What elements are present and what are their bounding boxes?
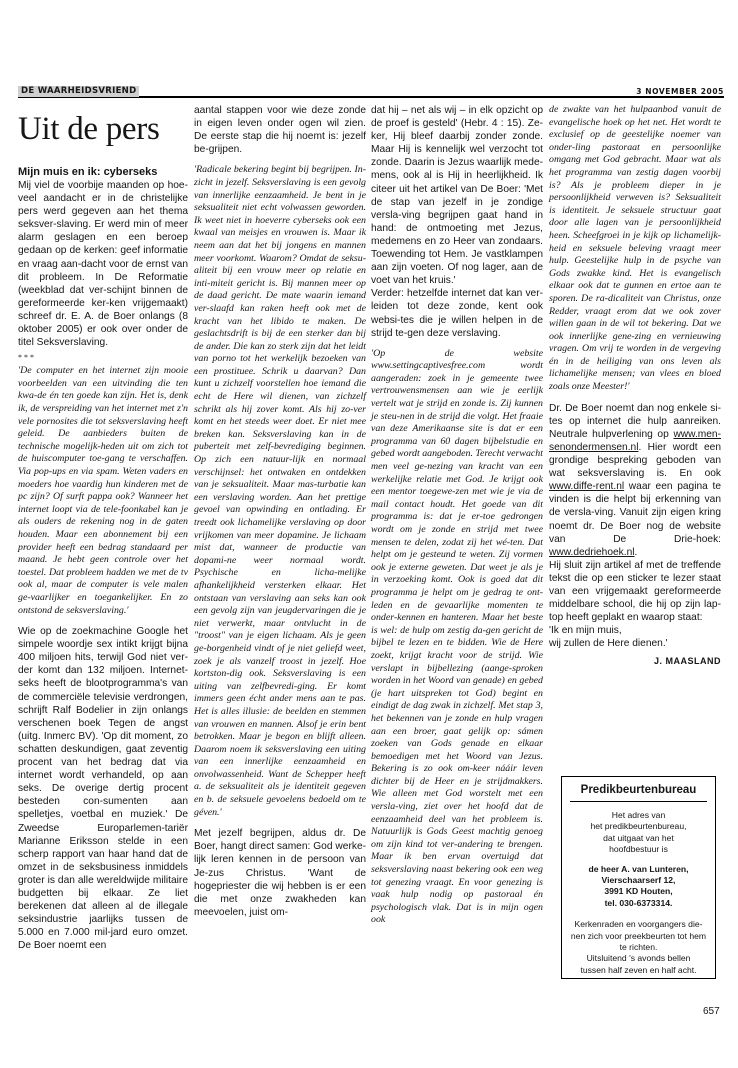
paragraph-google: Wie op de zoekmachine Google het simpele woordje sex intikt krijgt bijna 400 miljoen hits, terwijl God niet ver-der komt dan 132 miljoen. Internet-seks heeft de blootprogramma's van de commerciële televisie verdrongen, schrijft Ralf Bodelier in zijn onlangs verschenen boek Tegen de angst (uitg. Inmerc BV). 'Op dit moment, zo schatten deskundigen, gaat zeventig procent van het bedrag dat via internet wordt verhandeld, op aan seks. De overige dertig procent besteden con-sumenten aan spelletjes, voetbal en muziek.' De Zweedse Europarlemen-tariër Marianne Eriksson stelde in een scherp rapport van haar hand dat de omzet in de seksbusiness inmiddels groter is dan alle wereldwijde militaire budgetten bij elkaar. Ze liet berekenen dat alleen al de illegale seksindustrie jaarlijks tussen de 5.000 en 7.000 mil-jard euro omzet. De Boer noemt een	[18, 626, 188, 952]
link-different[interactable]: www.diffe-rent.nl	[549, 481, 625, 493]
predikbeurten-box	[561, 776, 716, 979]
author-signature: J. MAASLAND	[653, 656, 721, 667]
paragraph-steps: aantal stappen voor wie deze zonde in eigen leven onder ogen wil zien. De eerste stap die hij noemt is: jezelf be-grijpen.	[194, 105, 366, 156]
page-number: 657	[703, 1006, 720, 1017]
box-note-line: Kerkenraden en voorgangers die-	[574, 919, 703, 930]
box-line: dat uitgaat van het	[603, 832, 674, 843]
link-dedriehoek[interactable]: www.dedriehoek.nl	[549, 546, 635, 558]
box-address-line: de heer A. van Lunteren,	[588, 863, 689, 874]
quote-computer-internet: 'De computer en het internet zijn mooie voorbeelden van een uitvinding die ten kwa-de én ten goede kan zijn. Het is, denk ik, de verspreiding van het internet met z'n vele pornosites die tot seksverslaving heeft geleid. De aanbieders buiten de technische mogelijk-heden uit om zich tot de huiscomputer toe-gang te verschaffen. Via pop-ups en via spam. Weten vaders en moeders hoe vaardig hun kinderen met de pc zijn? Of surft pappa ook? Wanneer het internet loopt via de tele-foonkabel kan je als ouders de rekening nog in de gaten houden. Maar een abonnement bij een provider heeft een bedrag standaard per maand. Je hebt geen controle over het toestel. Dat probleem hadden we met de tv ook al, maar de computer is vele malen ge-vaarlijker en toegankelijker. En zo ontstond de seksverslaving.'	[18, 365, 188, 616]
quote-radicale-bekering: 'Radicale bekering begint bij begrijpen. In-zicht in jezelf. Seksverslaving is een gevolg van innerlijke eenzaamheid. Je bent in je seksualiteit niet echt volwassen geworden. Ik weet niet in hoeverre cyberseks ook een kwaal van meisjes en vrouwen is. Maar ik neem aan dat het bij jongens en mannen meer voorkomt. Waarom? Omdat de seksu-aliteit bij een vrouw meer op relatie en inti-miteit gericht is. Bij mannen meer op de daad gericht. De mate waarin iemand ver-slaafd kan raken heeft ook met de kracht van het libido te maken. De geslachtsdrift is bij de een sterker dan bij de ander. Die kan zo sterk zijn dat het leidt van porno tot het werkelijk bezoeken van een prostituee. Schrik u daarvan? Dan kunt u zichzelf voorstellen hoe iemand die echt de Here wil dienen, van zichzelf schrikt als hij zover komt. Als hij zo-ver komt en het steeds weer doet. Er niet mee breken kan. Seksverslaving kan in de puberteit met zelf-bevrediging beginnen. Op zich een natuur-lijk en normaal verschijnsel: het ontwaken en ontdekken van je seksualiteit. Maar mas-turbatie kan een verslaving worden. Aan het prettige gevoel van opwinding en ontlading. Er treedt ook lichamelijke verslaving op door vrijkomen van meer dopamine. Je lichaam mist dat, wanneer de productie van dopami-ne weer normaal wordt. Psychische en licha-melijke afhankelijkheid versterken elkaar. Het ontstaan van verslaving aan seks kan ook een gevolg zijn van jeugdervaringen die je niet verwerkt, maar ontvlucht in de "troost" van je eigen lichaam. Als je geen ge-borgenheid vindt of je niet geliefd weet, zoek je als vanzelf troost in jezelf. Hoe kortston-dig ook. Seksverslaving is een uiting van zelfbevredi-ging. Er komt immers geen écht ander mens aan te pas. Het is alles illusie: de beelden en stemmen van vrouwen en mannen. Alsof je erin bent betrokken. Maar je begon en blijft alleen. Daarom noem ik seksverslaving een uiting van een innerlijke eenzaamheid en onvolwassenheid. Want de Schepper heeft a. de seksualiteit als je identiteit gegeven en b. de seksuele gevoelens bedoeld om te géven.'	[194, 164, 366, 818]
sticker-quote-line-2: wij zullen de Here dienen.'	[549, 638, 668, 650]
quote-hulpaanbod: de zwakte van het hulpaanbod vanuit de evangelische hoek op het net. Het wordt te exclusief op de geestelijke noemer van onder-ling pastoraat en persoonlijke omgang met God gebracht. Maar wat als het programma van zestig dagen voorbij is? Als je probleem dieper in je persoonlijkheid verweven is? Seksualiteit is identiteit. Je seksuele structuur gaat door alle lagen van je persoonlijkheid heen. Scheefgroei in je kijk op lichamelijk-heid en seksuele beleving vraagt meer hulp. Geestelijke hulp in de psyche van Gods zwakke kind. Het is evangelisch elkaar ook dat te gunnen en ertoe aan te sporen. De ra-dicaliteit van Christus, onze Redder, vraagt erom dat we ook zover willen gaan in de wil tot bekering. Dat we ook innerlijke gene-zing en vernieuwing vragen. Om vrij te worden in de vergeving én in de heiliging van ons leven als lichamelijke mensen; van vlees en bloed zoals onze Meester!'	[549, 104, 721, 393]
sticker-quote-line-1: 'Ik en mijn muis,	[549, 625, 622, 637]
box-note-line: te richten.	[619, 942, 658, 953]
paragraph-websites: Verder: hetzelfde internet dat kan ver-leiden tot deze zonde, kent ook websi-tes die je willen helpen in de strijd te-gen deze verslaving.	[371, 288, 543, 339]
paragraph-sites: Dr. De Boer noemt dan nog enkele si-tes op internet die hulp aanreiken. Neutrale hulpverlening op www.men-senondermensen.nl. Hier wordt een grondige bespreking geboden van wat seksverslaving is. En ook www.diffe-rent.nl waar een pagina te vinden is die helpt bij erkenning van de versla-ving. Vanuit zijn eigen kring noemt dr. De Boer nog de website van De Drie-hoek: www.dedriehoek.nl.	[549, 402, 721, 558]
box-title: Predikbeurtenbureau	[570, 784, 707, 802]
box-note-line: Uitsluitend 's avonds bellen	[586, 953, 691, 964]
column-2	[194, 104, 366, 919]
box-address-line: Vierschaarserf 12,	[601, 875, 676, 886]
box-line: hoofdbestuur is	[609, 844, 668, 855]
box-address-line: 3991 KD Houten,	[604, 886, 673, 897]
paragraph-sticker: Hij sluit zijn artikel af met de treffende tekst die op een sticker te lezer staat van een vrijgemaakt gereformeerde middelbare school, die hij op zijn lap-top heeft geplakt en waarop staat:	[549, 559, 721, 624]
publication-name: DE WAARHEIDSVRIEND	[18, 86, 139, 97]
box-line: Het adres van	[611, 810, 666, 820]
box-line: het predikbeurtenbureau,	[590, 821, 687, 832]
intro-paragraph: Mij viel de voorbije maanden op hoe-veel aandacht er in de christelijke pers werd gegeven aan het thema seksver-slaving. Er werd min of meer alarm geslagen en een beroep gedaan op de kerken: geef informatie en vraag aan-dacht voor de ernst van dit probleem. In De Reformatie (weekblad dat ver-schijnt binnen de gereformeerde ker-ken vrijgemaakt) schreef dr. E. A. de Boer onlangs (8 oktober 2005) er ook over onder de titel Seksverslaving.	[18, 180, 188, 349]
column-4	[549, 104, 721, 666]
column-1	[18, 104, 188, 952]
box-note-line: tussen half zeven en half acht.	[580, 964, 697, 975]
issue-date: 3 NOVEMBER 2005	[636, 87, 724, 96]
paragraph-hebreeen: dat hij – net als wij – in elk opzicht op de proef is gesteld' (Hebr. 4 : 15). Ze-ker, Hij bleef daarbij zonder zonde. Maar Hij is kennelijk wel verzocht tot zonde. Daarin is Jezus waarlijk mede-mens, ook al is Hij in heerlijkheid. Ik citeer uit het artikel van De Boer: 'Met de stap van jezelf in je zondige versla-ving begrijpen gaat hand in hand: de ontmoeting met Jezus, medemens en zo Heer van zondaars. Toewending tot Hem. Je vastklampen aan zijn voeten. Of nog lager, aan de voet van het kruis.'	[371, 105, 543, 287]
paragraph-jezelf-begrijpen: Met jezelf begrijpen, aldus dr. De Boer, hangt direct samen: God werke-lijk leren kennen in de persoon van Je-zus Christus. 'Want de hogepriester die wij hebben is er een die met onze zwakheden kan meevoelen, juist om-	[194, 828, 366, 918]
running-header	[18, 86, 724, 98]
article-heading: Mijn muis en ik: cyberseks	[18, 166, 158, 178]
article-title: Uit de pers	[18, 111, 160, 147]
link-mensenondermensen[interactable]: www.men-senondermensen.nl	[549, 428, 721, 453]
box-note-line: nen zich voor preekbeurten tot hem	[570, 930, 707, 941]
section-divider: * * *	[18, 353, 34, 363]
column-3	[371, 104, 543, 927]
box-address-line: tel. 030-6373314.	[604, 897, 673, 908]
quote-settingcaptivesfree: 'Op de website www.settingcaptivesfree.com wordt aangeraden: zoek in je gemeente twee vertrouwensmensen aan wie je eerlijk vertelt wat je strijd en zonde is. Zij kunnen je steu-nen in de strijd die volgt. Het fraaie van deze Amerikaanse site is dat er een programma van 60 dagen bijbelstudie en gebed wordt aangeboden. Terecht verwacht men veel ge-nezing van kracht van een werkelijke relatie met God. Je krijgt ook een mentor toegewe-zen met wie je via de mail contact houdt. Het goede van dit programma is: dat je er-toe gedrongen wordt om je zonde en strijd met twee mensen te delen, zodat zij het wé-ten. Dat helpt om je gesteund te weten. Zij vormen ook je externe geweten. Dat weet je als je in verzoeking komt. Ook is goed dat dit programma je helpt om je gedrag te ont-leden en de gevaarlijke momenten te onder-kennen en hanteren. Maar het beste is wel: de hulp om zestig da-gen gericht de bijbel te lezen en te bidden. Wie de Here zoekt, krijgt kracht voor de strijd. Wie verslapt in bijbellezing (aange-sproken worden in het Woord van genade) en gebed (je hart uitspreken tot God) begint en eindigt de dag zwak in zichzelf. Met stap 3, het bekennen van je zonde en hulp vragen aan een broer, gaat gelijk op: sámen zoeken van Gods genade en elkaar bemoedigen met het Woord van Jezus. Bekering is zo ook om-keer nááir leven dichter bij de Heer en je strijdmakkers. Wie alleen met God worstelt met een versla-ving, ziet over het hoofd dat de eenzaamheid deel van het probleem is. Natuurlijk is Gods Geest machtig genoeg om zijn kind tot ver-andering te brengen. Maar ik ben ervan overtuigd dat seksverslaving naast bekering ook een weg tot genezing vraagt. En voor genezing is vaak hulp nodig op pastoraal én psychologisch vlak. Dat is in mijn ogen ook	[371, 347, 543, 926]
